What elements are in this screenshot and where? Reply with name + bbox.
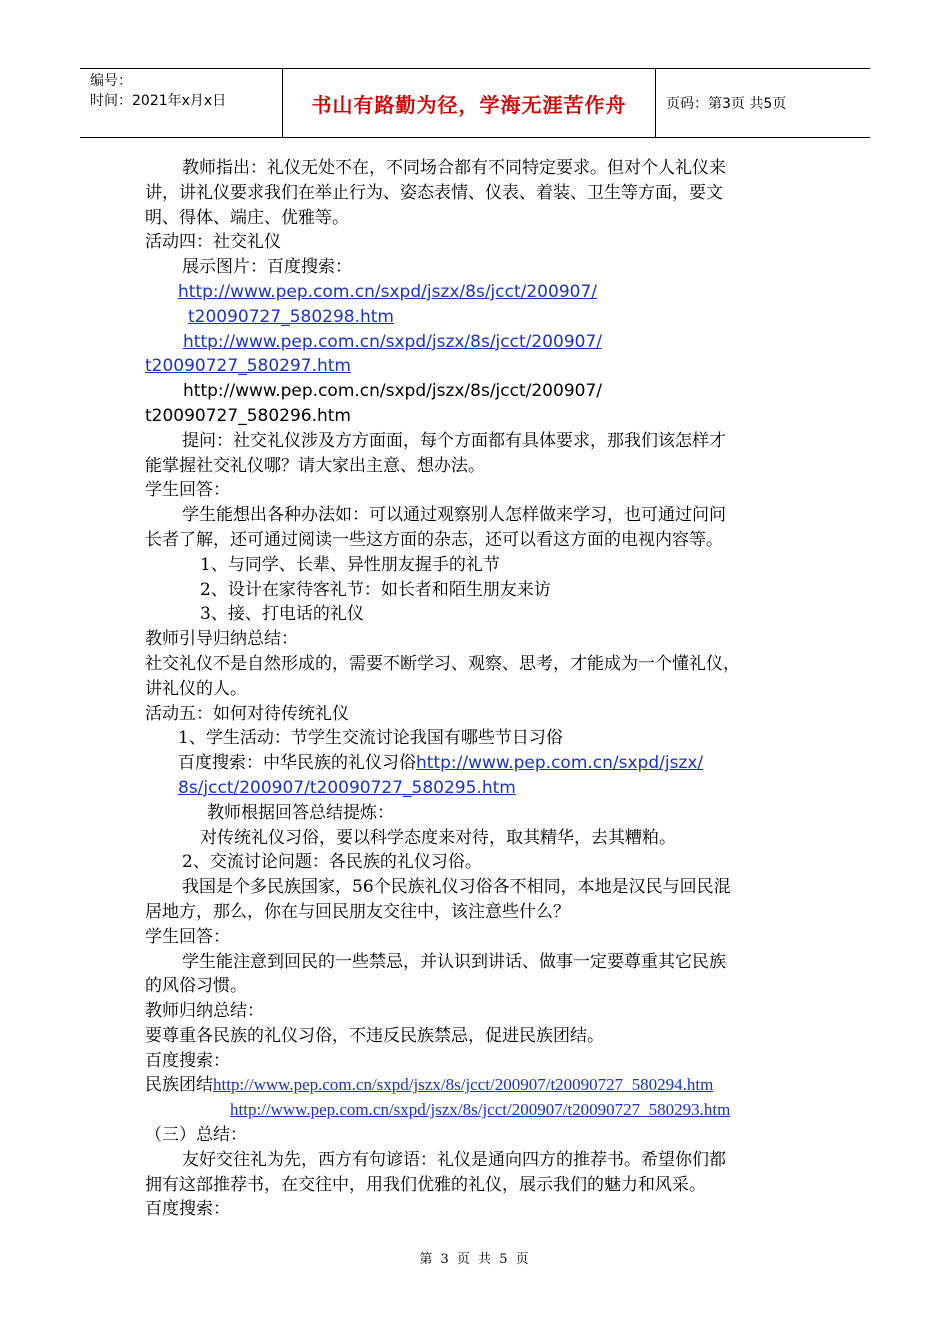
url-text: t20090727_580296.htm xyxy=(145,405,351,426)
url-link[interactable]: t20090727_580297.htm xyxy=(145,356,351,377)
text-line: 百度搜索：中华民族的礼仪习俗 xyxy=(178,753,416,774)
url-link[interactable]: http://www.pep.com.cn/sxpd/jszx/ xyxy=(416,753,704,774)
text-line: 教师根据回答总结提炼： xyxy=(207,802,394,823)
text-line: 教师指出：礼仪无处不在，不同场合都有不同特定要求。但对个人礼仪来 xyxy=(182,158,726,178)
text-line: 我国是个多民族国家，56个民族礼仪习俗各不相同，本地是汉民与回民混 xyxy=(182,877,731,898)
text-line: 要尊重各民族的礼仪习俗，不违反民族禁忌，促进民族团结。 xyxy=(145,1025,604,1046)
list-item: 2、设计在家待客礼节：如长者和陌生朋友来访 xyxy=(200,579,551,600)
text-line: 学生能想出各种办法如：可以通过观察别人怎样做来学习，也可通过问问 xyxy=(182,505,726,526)
page-header xyxy=(80,68,870,138)
section-heading: 活动五：如何对待传统礼仪 xyxy=(145,703,349,724)
text-line: 教师归纳总结： xyxy=(145,1001,264,1022)
list-item: 3、接、打电话的礼仪 xyxy=(200,604,364,625)
text-line: 学生能注意到回民的一些禁忌，并认识到讲话、做事一定要尊重其它民族 xyxy=(182,951,726,972)
header-page-label: 页码：第3页 共5页 xyxy=(666,96,787,112)
url-link[interactable]: http://www.pep.com.cn/sxpd/jszx/8s/jcct/200907/ xyxy=(178,281,597,302)
text-line: 讲，讲礼仪要求我们在举止行为、姿态表情、仪表、着装、卫生等方面，要文 xyxy=(145,182,723,203)
text-line: （三）总结： xyxy=(145,1125,247,1146)
url-link[interactable]: http://www.pep.com.cn/sxpd/jszx/8s/jcct/200907/ xyxy=(183,331,602,352)
text-line: 学生回答： xyxy=(145,480,230,501)
text-line: 讲礼仪的人。 xyxy=(145,678,247,699)
section-heading: 活动四：社交礼仪 xyxy=(145,232,281,253)
text-line: 对传统礼仪习俗，要以科学态度来对待，取其精华，去其糟粕。 xyxy=(200,827,676,848)
text-line: 明、得体、端庄、优雅等。 xyxy=(145,207,349,228)
text-line: 友好交往礼为先，西方有句谚语：礼仪是通向四方的推荐书。希望你们都 xyxy=(182,1149,726,1170)
text-line: 能掌握社交礼仪哪？请大家出主意、想办法。 xyxy=(145,455,485,476)
text-line: 教师引导归纳总结： xyxy=(145,629,298,650)
text-line: 居地方，那么，你在与回民朋友交往中，该注意些什么？ xyxy=(145,901,570,922)
url-link[interactable]: http://www.pep.com.cn/sxpd/jszx/8s/jcct/200907/t20090727_580293.htm xyxy=(230,1100,731,1120)
text-line: 展示图片：百度搜索： xyxy=(182,257,352,278)
text-line: 百度搜索： xyxy=(145,1050,230,1071)
list-item: 2、交流讨论问题：各民族的礼仪习俗。 xyxy=(182,852,482,873)
text-line: 提问：社交礼仪涉及方方面面，每个方面都有具体要求，那我们该怎样才 xyxy=(182,430,726,451)
text-line: 长者了解，还可通过阅读一些这方面的杂志，还可以看这方面的电视内容等。 xyxy=(145,529,723,550)
text-line: 的风俗习惯。 xyxy=(145,976,247,997)
url-link[interactable]: 8s/jcct/200907/t20090727_580295.htm xyxy=(178,777,516,798)
page-footer: 第 3 页 共 5 页 xyxy=(419,1252,531,1267)
time-label: 时间：2021年x月x日 xyxy=(90,93,227,109)
text-line: 拥有这部推荐书，在交往中，用我们优雅的礼仪，展示我们的魅力和风采。 xyxy=(145,1174,706,1195)
text-line: 百度搜索： xyxy=(145,1199,230,1220)
header-meta xyxy=(80,69,283,137)
document-body xyxy=(145,156,825,1222)
text-line: 社交礼仪不是自然形成的，需要不断学习、观察、思考，才能成为一个懂礼仪， xyxy=(145,653,740,674)
header-motto: 书山有路勤为径，学海无涯苦作舟 xyxy=(283,69,656,137)
text-line: 民族团结 xyxy=(145,1075,213,1096)
list-item: 1、学生活动：节学生交流讨论我国有哪些节日习俗 xyxy=(178,728,563,749)
url-link[interactable]: http://www.pep.com.cn/sxpd/jszx/8s/jcct/200907/t20090727_580294.htm xyxy=(213,1075,714,1095)
url-text: http://www.pep.com.cn/sxpd/jszx/8s/jcct/200907/ xyxy=(183,381,602,402)
url-link[interactable]: t20090727_580298.htm xyxy=(188,306,394,327)
list-item: 1、与同学、长辈、异性朋友握手的礼节 xyxy=(200,554,500,575)
text-line: 学生回答： xyxy=(145,926,230,947)
number-label: 编号： xyxy=(90,73,132,89)
